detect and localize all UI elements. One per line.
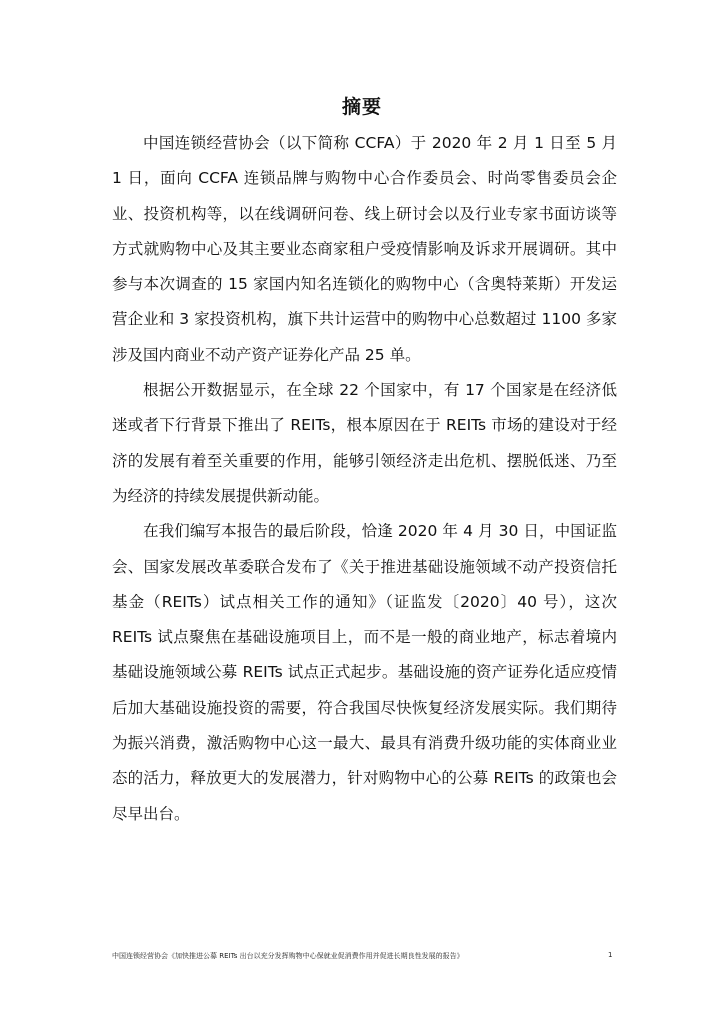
page-number: 1 (608, 951, 613, 959)
paragraph-2: 根据公开数据显示，在全球 22 个国家中，有 17 个国家是在经济低迷或者下行背景下推出了 REITs，根本原因在于 REITs 市场的建设对于经济的发展有着至关重要的作用，能够引领经济走出危机、摆脱低迷、乃至为经济的持续发展提供新动能。 (112, 381, 617, 505)
page-title: 摘要 (341, 96, 382, 118)
paragraph-1: 中国连锁经营协会（以下简称 CCFA）于 2020 年 2 月 1 日至 5 月 1 日，面向 CCFA 连锁品牌与购物中心合作委员会、时尚零售委员会企业、投资机构等，以在线调研问卷、线上研讨会以及行业专家书面访谈等方式就购物中心及其主要业态商家租户受疫情影响及诉求开展调研。其中参与本次调查的 15 家国内知名连锁化的购物中心（含奥特莱斯）开发运营企业和 3 家投资机构，旗下共计运营中的购物中心总数超过 1100 多家涉及国内商业不动产资产证券化产品 25 单。 (112, 134, 617, 364)
page-footer: 中国连锁经营协会《加快推进公募 REITs 出台以充分发挥购物中心保就业促消费作用并促进长期良性发展的报告》 (112, 952, 464, 960)
paragraph-3: 在我们编写本报告的最后阶段，恰逢 2020 年 4 月 30 日，中国证监会、国家发展改革委联合发布了《关于推进基础设施领域不动产投资信托基金（REITs）试点相关工作的通知》（证监发〔2020〕40 号），这次 REITs 试点聚焦在基础设施项目上，而不是一般的商业地产，标志着境内基础设施领域公募 REITs 试点正式起步。基础设施的资产证券化适应疫情后加大基础设施投资的需要，符合我国尽快恢复经济发展实际。我们期待为振兴消费，激活购物中心这一最大、最具有消费升级功能的实体商业业态的活力，释放更大的发展潜力，针对购物中心的公募 REITs 的政策也会尽早出台。 (112, 522, 617, 823)
abstract-body (112, 126, 617, 832)
